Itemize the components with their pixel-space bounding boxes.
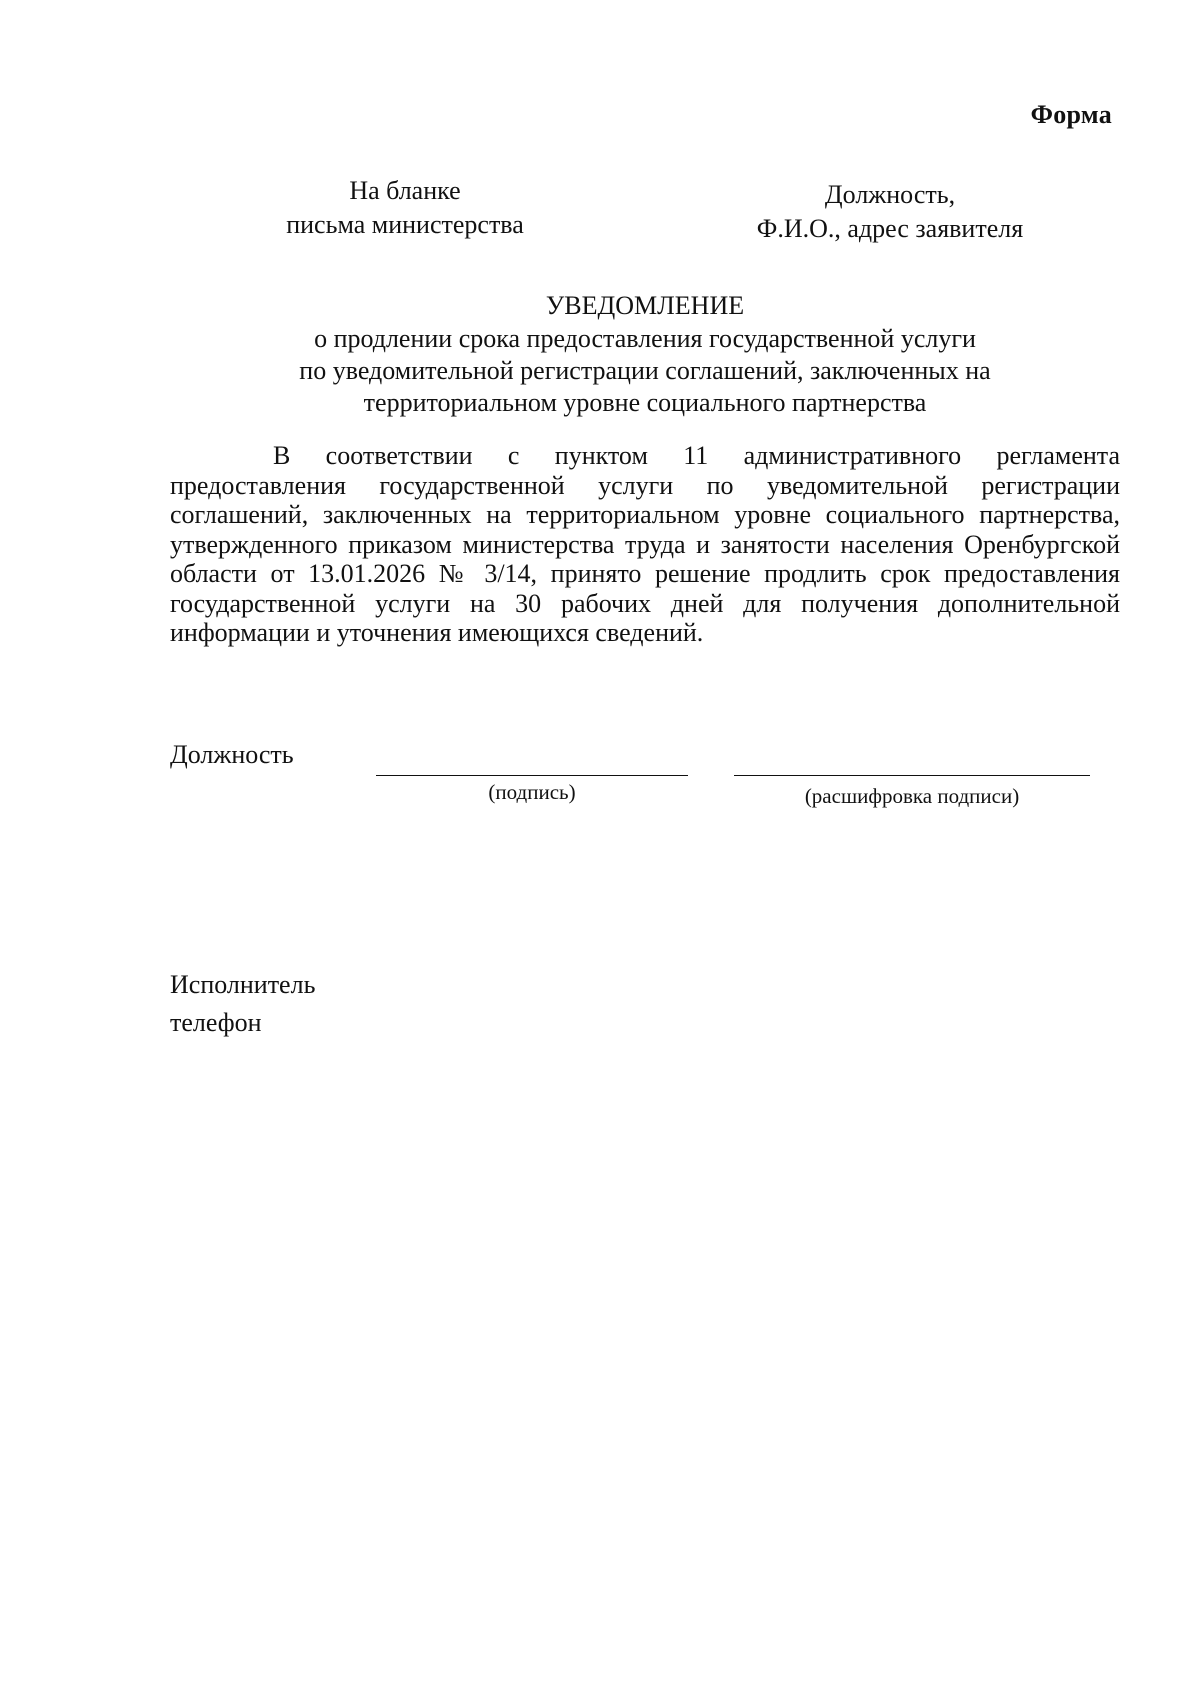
header-right-line: Должность, [824, 180, 956, 209]
subtitle-line: по уведомительной регистрации соглашений, заключенных на [299, 356, 991, 385]
signature-position-label: Должность [170, 740, 294, 769]
subtitle-line: территориальном уровне социального партнерства [363, 388, 927, 417]
header-addressee [700, 178, 1080, 246]
form-label: Форма [1030, 100, 1112, 129]
document-title: УВЕДОМЛЕНИЕ [545, 291, 745, 320]
executor-phone-label: телефон [170, 1008, 262, 1037]
header-right-line: Ф.И.О., адрес заявителя [756, 214, 1024, 243]
header-left-line: письма министерства [286, 210, 524, 239]
signature-decoding-caption: (расшифровка подписи) [804, 784, 1020, 808]
signature-caption: (подпись) [488, 780, 576, 804]
header-letterhead-note [240, 174, 570, 242]
signature-block [170, 740, 1120, 810]
executor-label: Исполнитель [170, 970, 316, 999]
body-paragraph: В соответствии с пунктом 11 административного регламента предоставления государственной услуги по уведомительной регистрации соглашений, заключенных на территориальном уровне социального партнерства, утвержденного приказом министерства труда и занятости населения Оренбургской области от 13.01.2026 № 3/14, принято решение продлить срок предоставления государственной услуги на 30 рабочих дней для получения дополнительной информации и уточнения имеющихся сведений. [170, 441, 1120, 647]
document-subtitle [170, 323, 1120, 419]
executor-block [170, 966, 315, 1042]
signature-decoding-line [734, 775, 1090, 776]
subtitle-line: о продлении срока предоставления государственной услуги [314, 324, 976, 353]
header-left-line: На бланке [349, 176, 461, 205]
signature-line [376, 775, 688, 776]
